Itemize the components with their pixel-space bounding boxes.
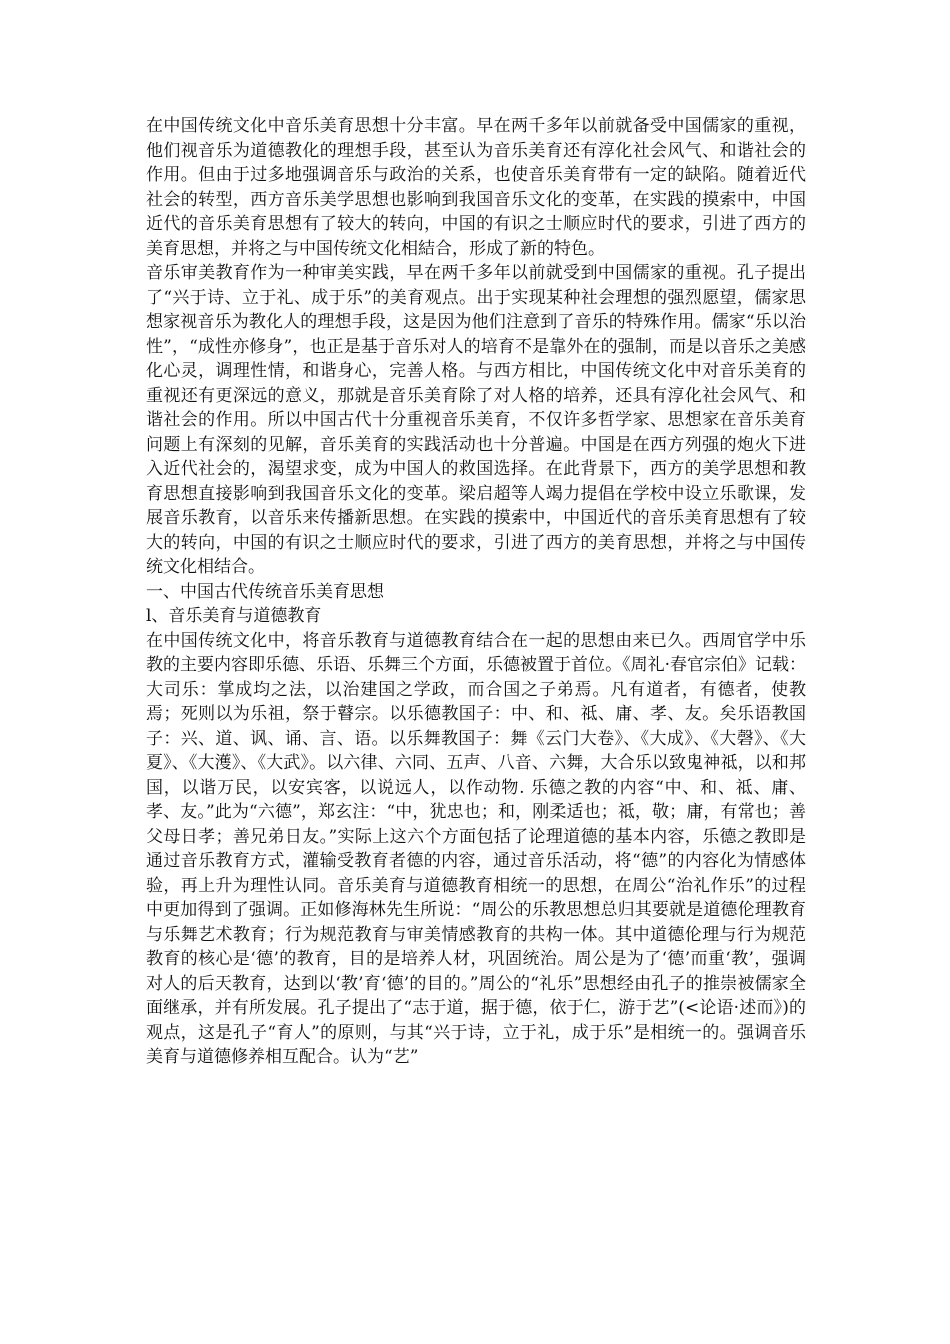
section-heading: 一、中国古代传统音乐美育思想 — [146, 581, 384, 602]
paragraph-moral-education: 在中国传统文化中，将音乐教育与道德教育结合在一起的思想由来已久。西周官学中乐教的主要内容即乐德、乐语、乐舞三个方面，乐德被置于首位。《周礼·春官宗伯》记载：大司乐：掌成均之法，以治建国之学政，而合国之子弟焉。凡有道者，有德者，使教焉；死则以为乐祖，祭于瞽宗。以乐德教国子：中、和、祗、庸、孝、友。矣乐语教国子：兴、道、讽、诵、言、语。以乐舞教国子：舞《云门大卷》、《大成》、《大磬》、《大夏》、《大濩》、《大武》。以六律、六同、五声、八音、六舞，大合乐以致鬼神祗，以和邦国，以谐万民，以安宾客，以说远人，以作动物. 乐德之教的内容“中、和、祗、庸、孝、友。”此为“六德”，郑玄注：“中，犹忠也；和，刚柔适也；祗，敬；庸，有常也；善父母日孝；善兄弟日友。”实际上这六个方面包括了论理道德的基本内容，乐德之教即是通过音乐教育方式，灌输受教育者德的内容，通过音乐活动，将“德”的内容化为情感体验，再上升为理性认同。音乐美育与道德教育相统一的思想，在周公“治礼作乐”的过程中更加得到了强调。正如修海林先生所说：“周公的乐教思想总归其要就是道德伦理教育与乐舞艺术教育；行为规范教育与审美情感教育的共构一体。其中道德伦理与行为规范教育的核心是‘德’的教育，目的是培养人材，巩固统治。周公是为了‘德’而重‘教’，强调对人的后天教育，达到以‘教’育‘德’的目的。”周公的“礼乐”思想经由孔子的推崇被儒家全面继承，并有所发展。孔子提出了“志于道，据于德，依于仁，游于艺”(<论语·述而》)的观点，这是孔子“育人”的原则，与其“兴于诗，立于礼，成于乐”是相统一的。强调音乐美育与道德修养相互配合。认为“艺” — [146, 630, 806, 1067]
document-page — [146, 114, 806, 1070]
paragraph-intro: 在中国传统文化中音乐美育思想十分丰富。早在两千多年以前就备受中国儒家的重视，他们视音乐为道德教化的理想手段，甚至认为音乐美育还有淳化社会风气、和谐社会的作用。但由于过多地强调音乐与政治的关系，也使音乐美育带有一定的缺陷。随着近代社会的转型，西方音乐美学思想也影响到我国音乐文化的变革，在实践的摸索中，中国近代的音乐美育思想有了较大的转向，中国的有识之士顺应时代的要求，引进了西方的美育思想，并将之与中国传统文化相結合，形成了新的特色。 — [146, 116, 806, 259]
paragraph-aesthetic-education: 音乐审美教育作为一种审美实践，早在两千多年以前就受到中国儒家的重视。孔子提出了“兴于诗、立于礼、成于乐”的美育观点。出于实现某种社会理想的强烈愿望，儒家思想家视音乐为教化人的理想手段，这是因为他们注意到了音乐的特殊作用。儒家“乐以治性”，“成性亦修身”，也正是基于音乐对人的培育不是靠外在的强制，而是以音乐之美感化心灵，调理性情，和谐身心，完善人格。与西方相比，中国传统文化中对音乐美育的重视还有更深远的意义，那就是音乐美育除了对人格的培养，还具有淳化社会风气、和谐社会的作用。所以中国古代十分重视音乐美育，不仅许多哲学家、思想家在音乐美育问题上有深刻的见解，音乐美育的实践活动也十分普遍。中国是在西方列强的炮火下进入近代社会的，渴望求变，成为中国人的救国选择。在此背景下，西方的美学思想和教育思想直接影响到我国音乐文化的变革。梁启超等人竭力提倡在学校中设立乐歌课，发展音乐教育，以音乐来传播新思想。在实践的摸索中，中国近代的音乐美育思想有了较大的转向，中国的有识之士顺应时代的要求，引进了西方的美育思想，并将之与中国传统文化相结合。 — [146, 263, 806, 577]
subsection-heading: l、音乐美育与道德教育 — [146, 606, 322, 626]
